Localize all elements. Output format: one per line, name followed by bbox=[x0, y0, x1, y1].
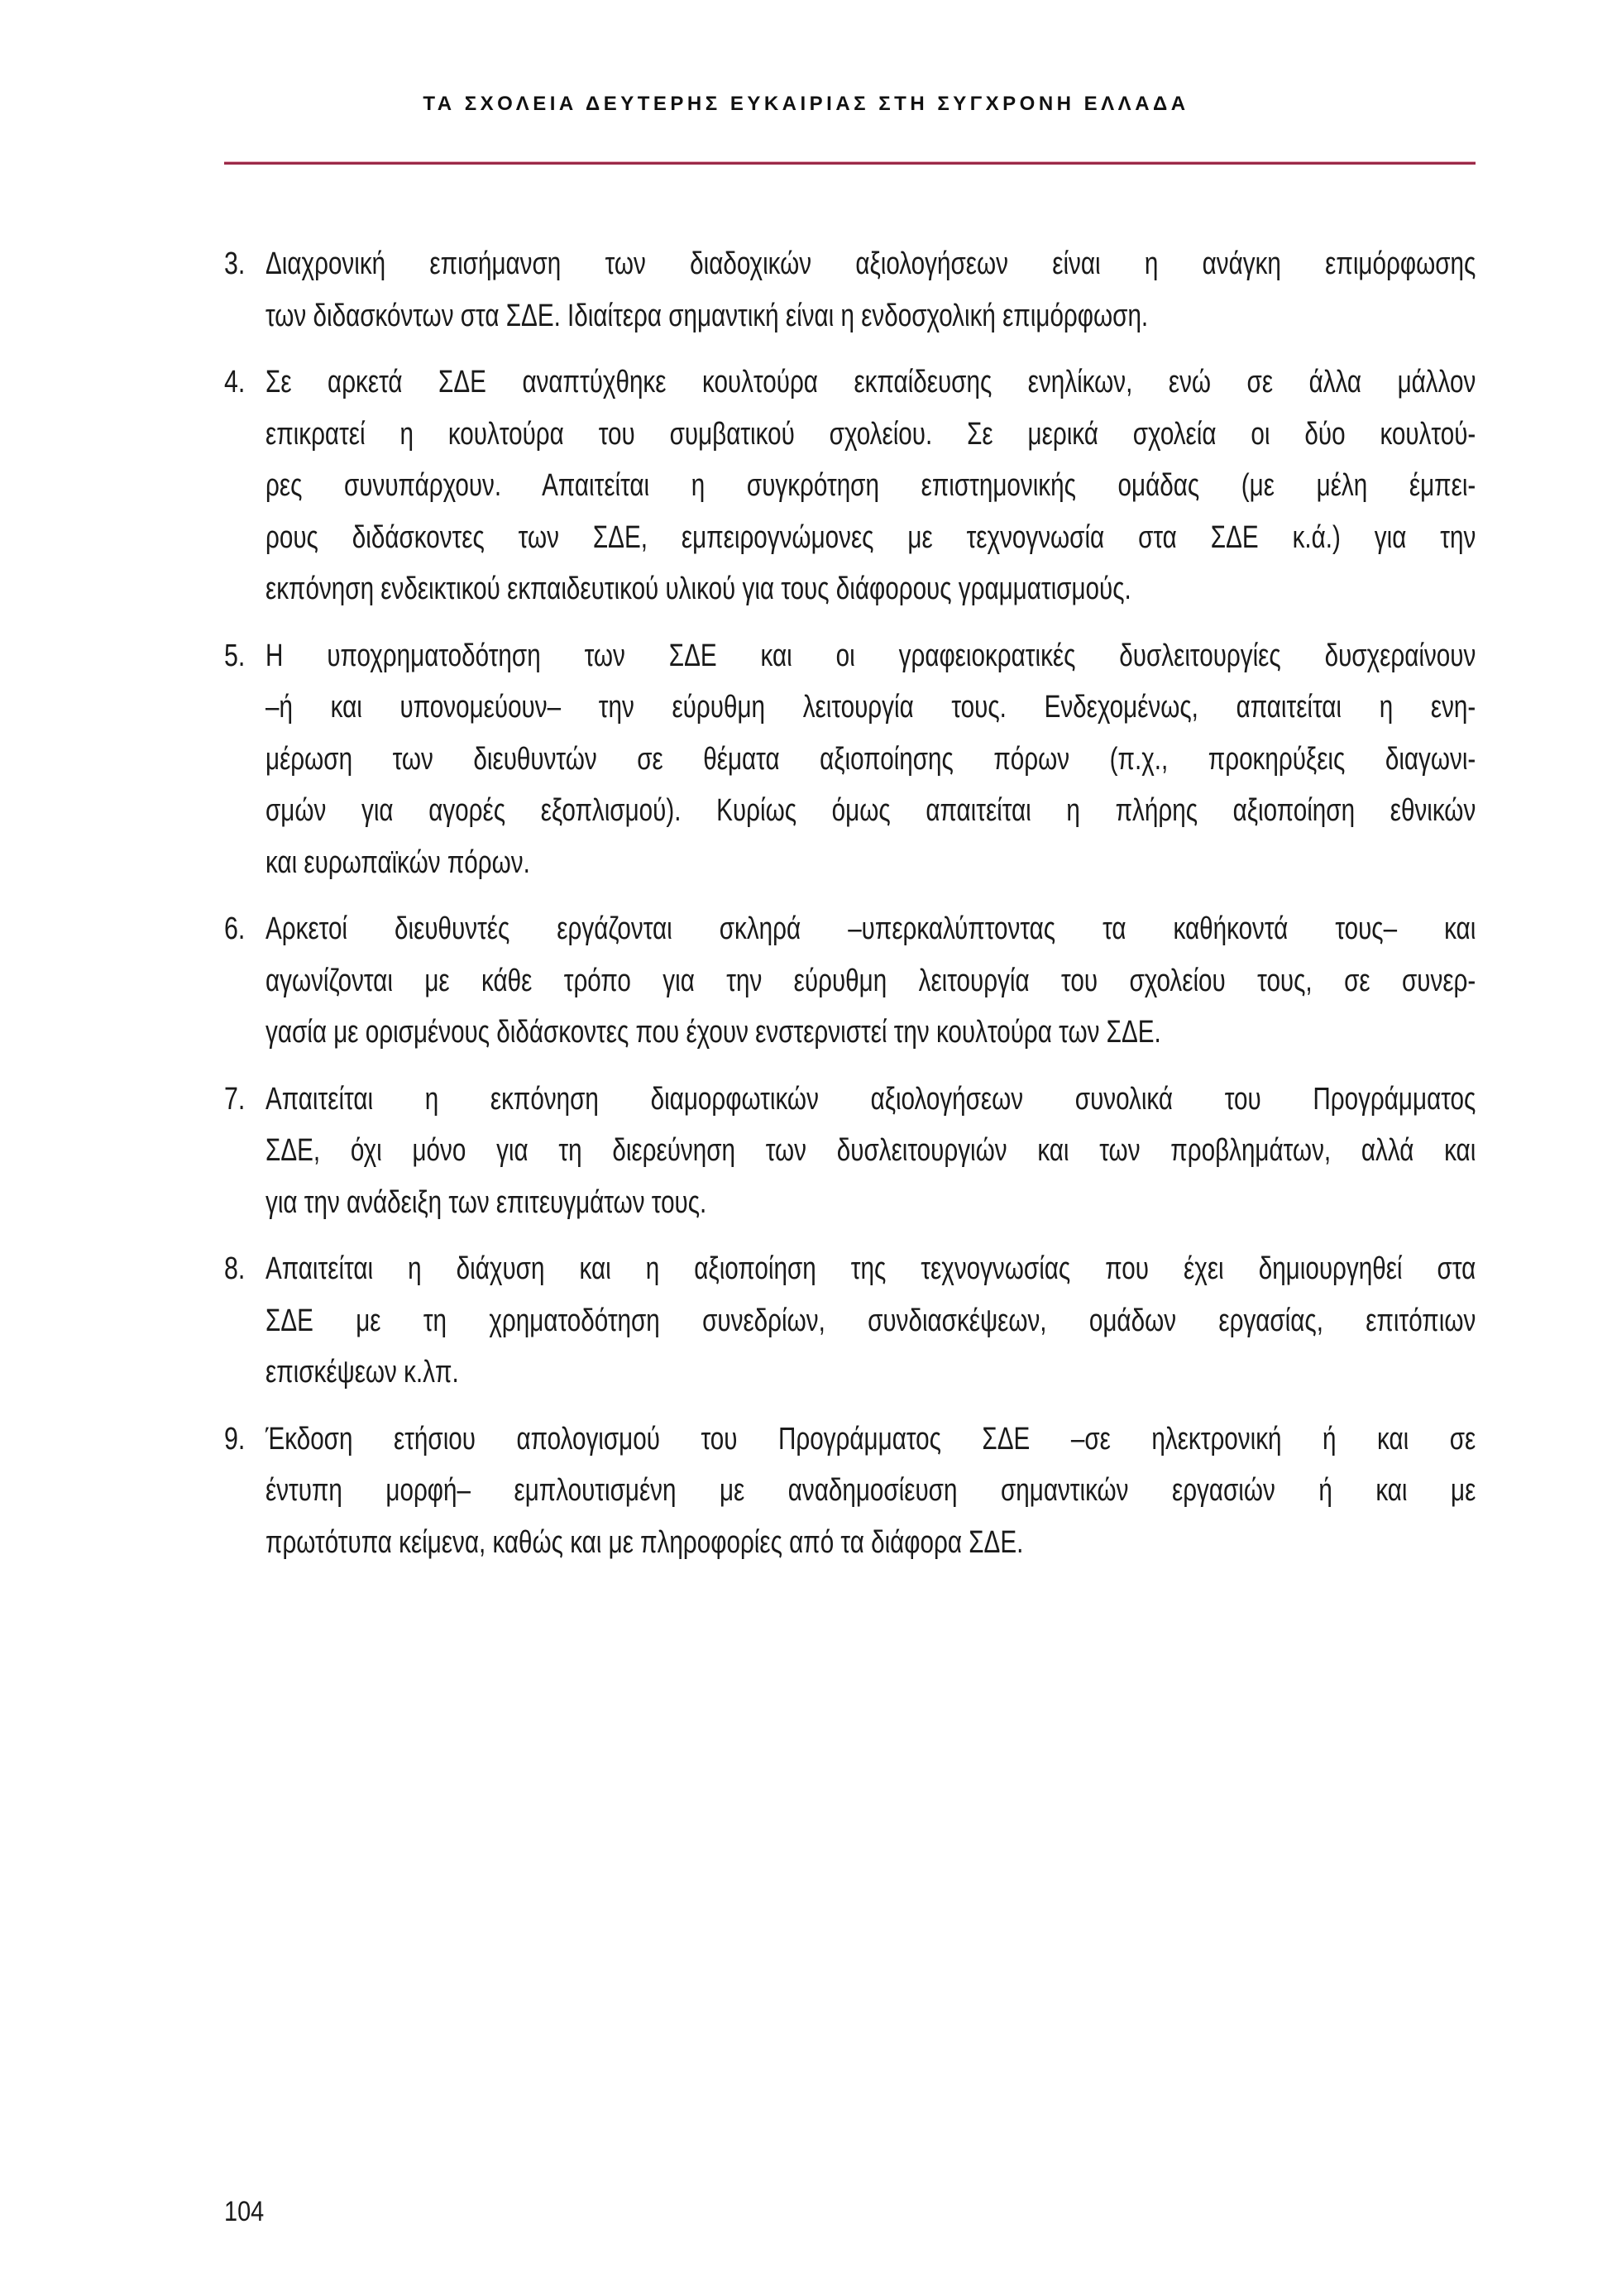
text-line bbox=[265, 903, 1476, 955]
list-item-text bbox=[265, 1413, 1476, 1569]
text-line bbox=[265, 563, 1476, 615]
text-line-content: Η υποχρηματοδότηση των ΣΔΕ και οι γραφειοκρατικές δυσλειτουργίες δυσχεραίνουν bbox=[265, 638, 1476, 673]
list-item bbox=[224, 1074, 1476, 1229]
text-line bbox=[265, 1295, 1476, 1347]
list-item-text bbox=[265, 356, 1476, 615]
header-rule bbox=[224, 162, 1476, 165]
text-line bbox=[265, 955, 1476, 1007]
text-line-content: ρες συνυπάρχουν. Απαιτείται η συγκρότηση επιστημονικής ομάδας (με μέλη έμπει- bbox=[265, 468, 1476, 503]
list-item-text bbox=[265, 1243, 1476, 1399]
list-item-number: 9. bbox=[224, 1421, 246, 1457]
text-line bbox=[265, 1465, 1476, 1517]
page-number: 104 bbox=[224, 2196, 265, 2227]
text-line-content: Απαιτείται η εκπόνηση διαμορφωτικών αξιολογήσεων συνολικά του Προγράμματος bbox=[265, 1081, 1476, 1117]
numbered-list bbox=[224, 238, 1476, 1583]
text-line-content: σμών για αγορές εξοπλισμού). Κυρίως όμως απαιτείται η πλήρης αξιοποίηση εθνικών bbox=[265, 793, 1476, 828]
text-line bbox=[265, 409, 1476, 461]
list-item bbox=[224, 903, 1476, 1059]
text-line bbox=[265, 1347, 1476, 1399]
text-line bbox=[265, 460, 1476, 512]
text-line-content: Σε αρκετά ΣΔΕ αναπτύχθηκε κουλτούρα εκπαίδευσης ενηλίκων, ενώ σε άλλα μάλλον bbox=[265, 365, 1476, 399]
text-line-content: Διαχρονική επισήμανση των διαδοχικών αξιολογήσεων είναι η ανάγκη επιμόρφωσης bbox=[265, 246, 1476, 281]
list-item bbox=[224, 1243, 1476, 1399]
text-line-content: ΣΔΕ με τη χρηματοδότηση συνεδρίων, συνδιασκέψεων, ομάδων εργασίας, επιτόπιων bbox=[265, 1303, 1476, 1338]
text-line bbox=[265, 512, 1476, 564]
text-line bbox=[265, 1177, 1476, 1229]
list-item-text bbox=[265, 630, 1476, 889]
text-line bbox=[265, 1413, 1476, 1466]
text-line-content: επισκέψεων κ.λπ. bbox=[265, 1355, 459, 1390]
text-line-content: –ή και υπονομεύουν– την εύρυθμη λειτουργία τους. Ενδεχομένως, απαιτείται η ενη- bbox=[265, 690, 1476, 725]
text-line bbox=[265, 356, 1476, 409]
text-line-content: μέρωση των διευθυντών σε θέματα αξιοποίησης πόρων (π.χ., προκηρύξεις διαγωνι- bbox=[265, 741, 1476, 777]
text-line-content: και ευρωπαϊκών πόρων. bbox=[265, 844, 530, 880]
text-line-content: εκπόνηση ενδεικτικού εκπαιδευτικού υλικού για τους διάφορους γραμματισμούς. bbox=[265, 572, 1131, 606]
text-line-content: για την ανάδειξη των επιτευγμάτων τους. bbox=[265, 1184, 707, 1220]
text-line bbox=[265, 1007, 1476, 1059]
list-item-text bbox=[265, 903, 1476, 1059]
list-item-number: 6. bbox=[224, 911, 246, 946]
text-line-content: ΣΔΕ, όχι μόνο για τη διερεύνηση των δυσλειτουργιών και των προβλημάτων, αλλά και bbox=[265, 1133, 1476, 1168]
text-line bbox=[265, 1243, 1476, 1295]
text-line bbox=[265, 290, 1476, 342]
list-item-number: 5. bbox=[224, 638, 246, 673]
text-line bbox=[265, 1517, 1476, 1569]
list-item-text bbox=[265, 238, 1476, 342]
list-item-number: 3. bbox=[224, 246, 246, 281]
list-item-number: 7. bbox=[224, 1081, 246, 1117]
text-line bbox=[265, 785, 1476, 837]
list-item bbox=[224, 1413, 1476, 1569]
text-line bbox=[265, 734, 1476, 786]
list-item bbox=[224, 630, 1476, 889]
text-line bbox=[265, 238, 1476, 290]
text-line-content: Απαιτείται η διάχυση και η αξιοποίηση της τεχνογνωσίας που έχει δημιουργηθεί στα bbox=[265, 1251, 1476, 1286]
text-line bbox=[265, 682, 1476, 734]
text-line-content: ρους διδάσκοντες των ΣΔΕ, εμπειρογνώμονες με τεχνογνωσία στα ΣΔΕ κ.ά.) για την bbox=[265, 519, 1476, 555]
text-line-content: αγωνίζονται με κάθε τρόπο για την εύρυθμη λειτουργία του σχολείου τους, σε συνερ- bbox=[265, 963, 1476, 998]
list-item-number: 4. bbox=[224, 365, 246, 399]
text-line-content: γασία με ορισμένους διδάσκοντες που έχουν ενστερνιστεί την κουλτούρα των ΣΔΕ. bbox=[265, 1015, 1161, 1050]
text-line-content: των διδασκόντων στα ΣΔΕ. Ιδιαίτερα σημαντική είναι η ενδοσχολική επιμόρφωση. bbox=[265, 298, 1149, 333]
text-line-content: Έκδοση ετήσιου απολογισμού του Προγράμματος ΣΔΕ –σε ηλεκτρονική ή και σε bbox=[265, 1421, 1476, 1457]
text-line bbox=[265, 1125, 1476, 1177]
list-item-number: 8. bbox=[224, 1251, 246, 1286]
list-item bbox=[224, 238, 1476, 342]
text-line-content: Αρκετοί διευθυντές εργάζονται σκληρά –υπερκαλύπτοντας τα καθήκοντά τους– και bbox=[265, 911, 1476, 946]
running-head-title: ΤΑ ΣΧΟΛΕΙΑ ΔΕΥΤΕΡΗΣ ΕΥΚΑΙΡΙΑΣ ΣΤΗ ΣΥΓΧΡΟΝΗ ΕΛΛΑΔΑ bbox=[423, 93, 1189, 115]
list-item bbox=[224, 356, 1476, 615]
list-item-text bbox=[265, 1074, 1476, 1229]
text-line bbox=[265, 1074, 1476, 1126]
text-line-content: επικρατεί η κουλτούρα του συμβατικού σχολείου. Σε μερικά σχολεία οι δύο κουλτού- bbox=[265, 416, 1476, 452]
text-line-content: έντυπη μορφή– εμπλουτισμένη με αναδημοσίευση σημαντικών εργασιών ή και με bbox=[265, 1473, 1476, 1508]
text-line bbox=[265, 837, 1476, 889]
text-line-content: πρωτότυπα κείμενα, καθώς και με πληροφορίες από τα διάφορα ΣΔΕ. bbox=[265, 1524, 1024, 1560]
text-line bbox=[265, 630, 1476, 682]
